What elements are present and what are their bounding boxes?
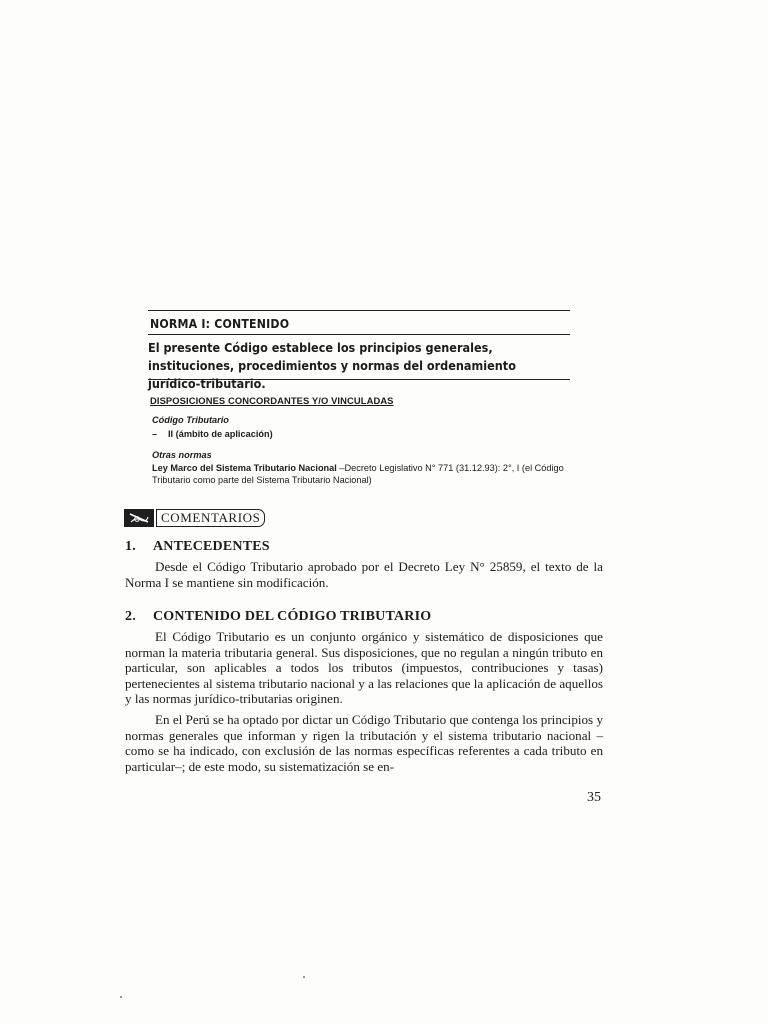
- disposiciones-title: DISPOSICIONES CONCORDANTES Y/O VINCULADAS: [150, 395, 394, 406]
- bottom-rule: [148, 379, 570, 380]
- comentarios-label: COMENTARIOS: [156, 509, 265, 527]
- paragraph: En el Perú se ha optado por dictar un Código Tributario que contenga los principios y normas generales que informan y rigen la tributación y el sistema tributario nacional –como se ha indicado, con exclusión de las normas específicas referentes a cada tributo en particular–; de este modo, su sistematización se en-: [125, 712, 603, 774]
- item-dash: –: [152, 429, 158, 439]
- ley-marco-name: Ley Marco del Sistema Tributario Nacional: [152, 463, 337, 473]
- scan-speck: [303, 976, 305, 978]
- paragraph: Desde el Código Tributario aprobado por el Decreto Ley N° 25859, el texto de la Norma I se mantiene sin modificación.: [125, 559, 603, 590]
- section-number: 2.: [125, 609, 136, 624]
- section-number: 1.: [125, 539, 136, 554]
- section-heading-contenido: [125, 609, 431, 625]
- codigo-tributario-item: [152, 429, 273, 439]
- comentarios-badge: [124, 509, 265, 527]
- pen-writing-icon: [124, 509, 154, 527]
- section-title: ANTECEDENTES: [153, 539, 270, 554]
- top-rule: [148, 310, 570, 311]
- paragraph: El Código Tributario es un conjunto orgánico y sistemático de disposiciones que norman la materia tributaria general. Sus disposiciones, que no regulan a ningún tributo en particular, son aplicables a todos los tributos (impuestos, contribuciones y tasas) pertenecientes al sistema tributario nacional y a las relaciones que la aplicación de aquellos y las normas jurídico-tributarias originen.: [125, 629, 603, 707]
- title-rule: [148, 334, 570, 335]
- scan-speck: [120, 996, 122, 998]
- ley-marco-reference: [152, 463, 582, 486]
- ley-marco-detail: –Decreto Legislativo N° 771 (31.12.93): 2°, I (el Código Tributario como parte del Sistema Tributario Nacional): [152, 463, 564, 485]
- norma-text: El presente Código establece los principios generales, instituciones, procedimientos y normas del ordenamiento jurídico-tributario.: [148, 340, 516, 391]
- codigo-tributario-heading: Código Tributario: [152, 415, 229, 425]
- norma-title: NORMA I: CONTENIDO: [150, 316, 290, 331]
- otras-normas-heading: Otras normas: [152, 450, 212, 460]
- section-heading-antecedentes: [125, 539, 270, 555]
- item-text: II (ámbito de aplicación): [168, 429, 273, 439]
- page-number: 35: [587, 790, 601, 805]
- section-title: CONTENIDO DEL CÓDIGO TRIBUTARIO: [153, 609, 432, 624]
